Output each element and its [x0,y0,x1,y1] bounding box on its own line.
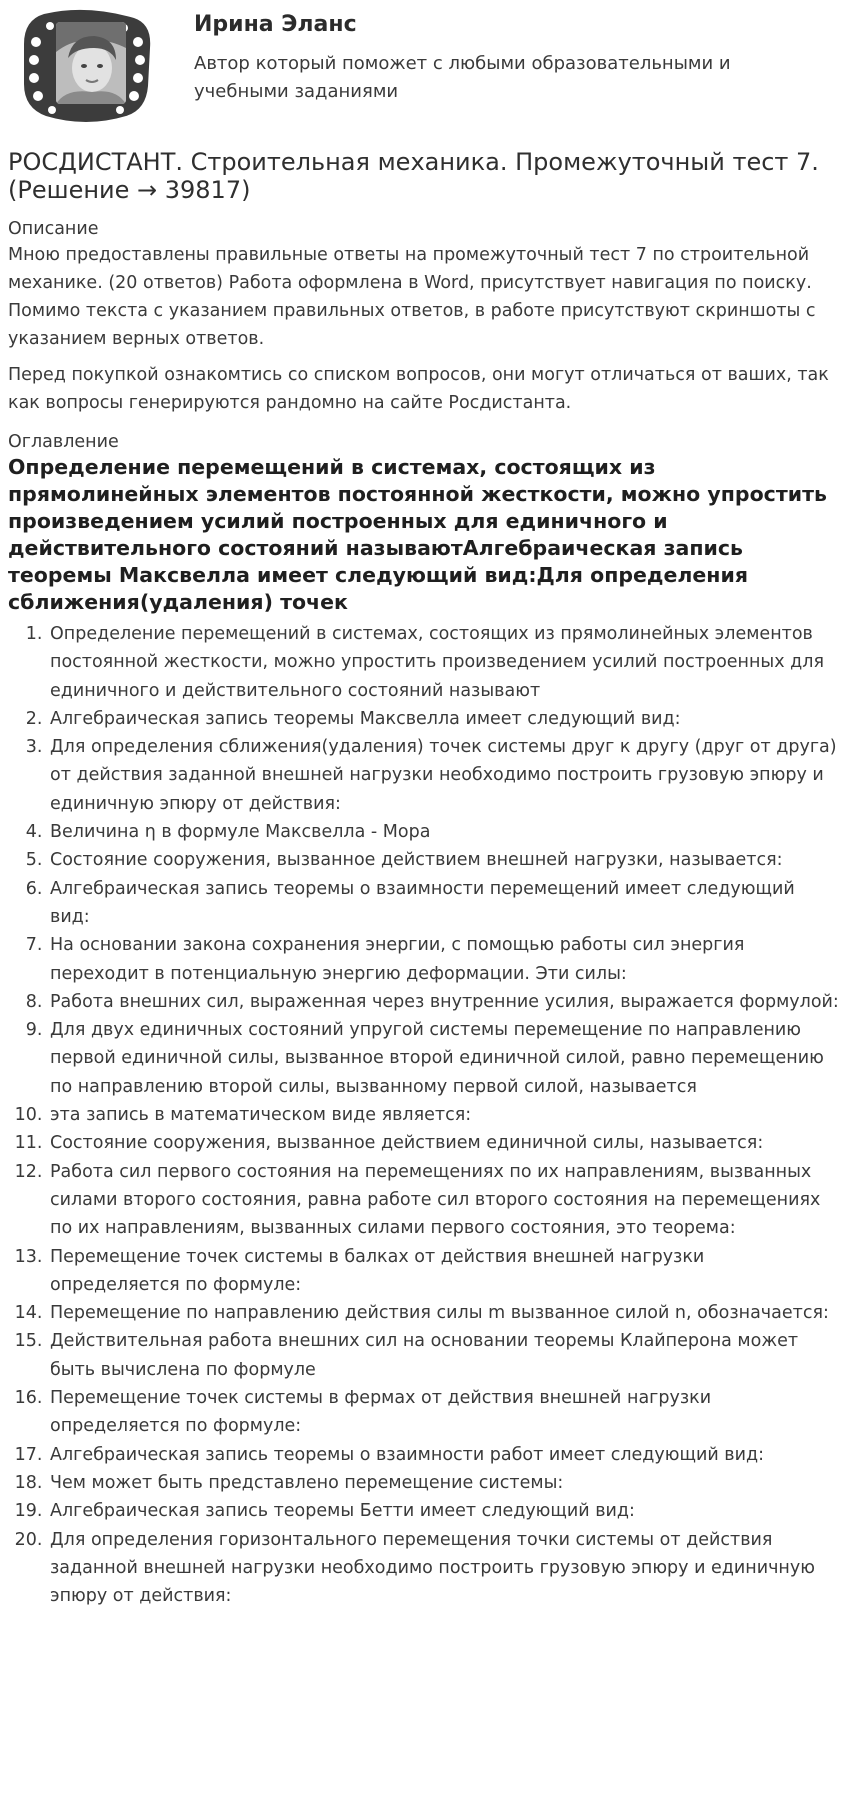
list-item: 7. На основании закона сохранения энергии, с помощью работы сил энергия переходит в потенциальную энергию деформации. Эти силы: [48,931,839,988]
list-item: 10. эта запись в математическом виде является: [48,1101,839,1129]
avatar-film-frame-image [16,8,158,126]
list-item: 18. Чем может быть представлено перемещение системы: [48,1469,839,1497]
toc-label: Оглавление [8,432,119,452]
description-paragraph-2: Перед покупкой ознакомтись со списком вопросов, они могут отличаться от ваших, так как вопросы генерируются рандомно на сайте Росдистанта. [8,365,829,413]
list-item: 9. Для двух единичных состояний упругой системы перемещение по направлению первой единичной силы, вызванное второй единичной силой, равно перемещению по направлению второй силы, вызванному первой силой, называется [48,1016,839,1101]
description-label: Описание [8,219,99,239]
list-item: 16. Перемещение точек системы в фермах от действия внешней нагрузки определяется по формуле: [48,1384,839,1441]
page-title: РОСДИСТАНТ. Строительная механика. Промежуточный тест 7. (Решение → 39817) [8,148,819,204]
toc-list [8,620,839,1610]
list-item: 11. Состояние сооружения, вызванное действием единичной силы, называется: [48,1129,839,1157]
list-item: 15. Действительная работа внешних сил на основании теоремы Клайперона может быть вычислена по формуле [48,1327,839,1384]
list-item: 13. Перемещение точек системы в балках от действия внешней нагрузки определяется по формуле: [48,1243,839,1300]
list-item: 19. Алгебраическая запись теоремы Бетти имеет следующий вид: [48,1497,839,1525]
list-item: 1. Определение перемещений в системах, состоящих из прямолинейных элементов постоянной жесткости, можно упростить произведением усилий построенных для единичного и действительного состояний называют [48,620,839,705]
list-item: 8. Работа внешних сил, выраженная через внутренние усилия, выражается формулой: [48,988,839,1016]
list-item: 12. Работа сил первого состояния на перемещениях по их направлениям, вызванных силами второго состояния, равна работе сил второго состояния на перемещениях по их направлениям, вызванных силами первого состояния, это теорема: [48,1158,839,1243]
list-item: 3. Для определения сближения(удаления) точек системы друг к другу (друг от друга) от действия заданной внешней нагрузки необходимо построить грузовую эпюру и единичную эпюру от действия: [48,733,839,818]
toc-heading: Определение перемещений в системах, состоящих из прямолинейных элементов постоянной жесткости, можно упростить произведением усилий построенных для единичного и действительного состояний называютАлгебраическая запись теоремы Максвелла имеет следующий вид:Для определения сближения(удаления) точек [8,455,827,614]
avatar[interactable] [16,8,158,126]
list-item: 17. Алгебраическая запись теоремы о взаимности работ имеет следующий вид: [48,1441,839,1469]
author-name[interactable]: Ирина Эланс [194,12,357,37]
author-card [8,0,839,128]
list-item: 6. Алгебраическая запись теоремы о взаимности перемещений имеет следующий вид: [48,875,839,932]
list-item: 20. Для определения горизонтального перемещения точки системы от действия заданной внешней нагрузки необходимо построить грузовую эпюру и единичную эпюру от действия: [48,1526,839,1611]
list-item: 5. Состояние сооружения, вызванное действием внешней нагрузки, называется: [48,846,839,874]
list-item: 4. Величина η в формуле Максвелла - Мора [48,818,839,846]
list-item: 2. Алгебраическая запись теоремы Максвелла имеет следующий вид: [48,705,839,733]
author-description: Автор который поможет с любыми образовательными и учебными заданиями [194,53,731,102]
list-item: 14. Перемещение по направлению действия силы m вызванное силой n, обозначается: [48,1299,839,1327]
description-paragraph-1: Мною предоставлены правильные ответы на промежуточный тест 7 по строительной механике. (20 ответов) Работа оформлена в Word, присутствует навигация по поиску. Помимо текста с указанием правильных ответов, в работе присутствуют скриншоты с указанием верных ответов. [8,245,816,349]
